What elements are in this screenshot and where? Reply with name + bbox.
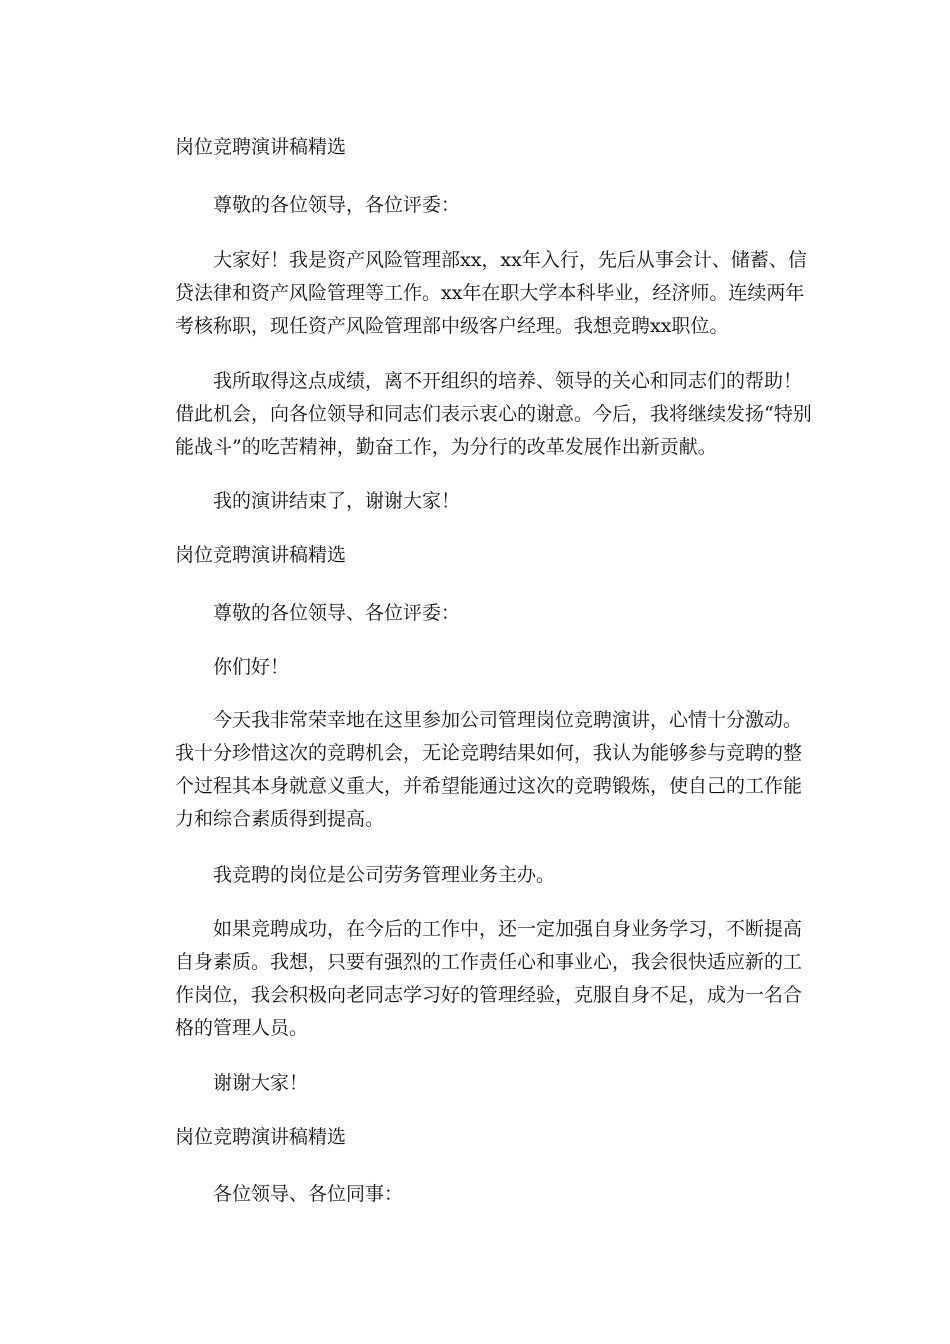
section-title-3: 岗位竞聘演讲稿精选: [175, 1126, 347, 1148]
body-paragraph-2: 我所取得这点成绩，离不开组织的培养、领导的关心和同志们的帮助！借此机会，向各位领导和同志们表示衷心的谢意。今后，我将继续发扬“特别能战斗”的吃苦精神，勤奋工作，为分行的改革发展作出新贡献。: [175, 370, 812, 458]
body-paragraph-5: 如果竞聘成功，在今后的工作中，还一定加强自身业务学习，不断提高自身素质。我想，只要有强烈的工作责任心和事业心，我会很快适应新的工作岗位，我会积极向老同志学习好的管理经验，克服自身不足，成为一名合格的管理人员。: [175, 918, 803, 1039]
salutation-1: 尊敬的各位领导，各位评委：: [213, 194, 461, 216]
section-title-1: 岗位竞聘演讲稿精选: [175, 136, 347, 158]
section-title-2: 岗位竞聘演讲稿精选: [175, 544, 347, 566]
salutation-2: 尊敬的各位领导、各位评委：: [213, 602, 461, 624]
salutation-3: 各位领导、各位同事：: [213, 1183, 404, 1205]
closing-2: 谢谢大家！: [213, 1072, 309, 1094]
body-paragraph-1: 大家好！我是资产风险管理部xx，xx年入行，先后从事会计、储蓄、信贷法律和资产风险管理等工作。xx年在职大学本科毕业，经济师。连续两年考核称职，现任资产风险管理部中级客户经理。我想竞聘xx职位。: [175, 249, 807, 337]
body-paragraph-3: 今天我非常荣幸地在这里参加公司管理岗位竞聘演讲，心情十分激动。我十分珍惜这次的竞聘机会，无论竞聘结果如何，我认为能够参与竞聘的整个过程其本身就意义重大，并希望能通过这次的竞聘锻炼，使自己的工作能力和综合素质得到提高。: [175, 709, 803, 830]
body-paragraph-4: 我竞聘的岗位是公司劳务管理业务主办。: [213, 864, 556, 886]
greeting-2: 你们好！: [213, 656, 290, 678]
closing-1: 我的演讲结束了，谢谢大家！: [213, 490, 461, 512]
